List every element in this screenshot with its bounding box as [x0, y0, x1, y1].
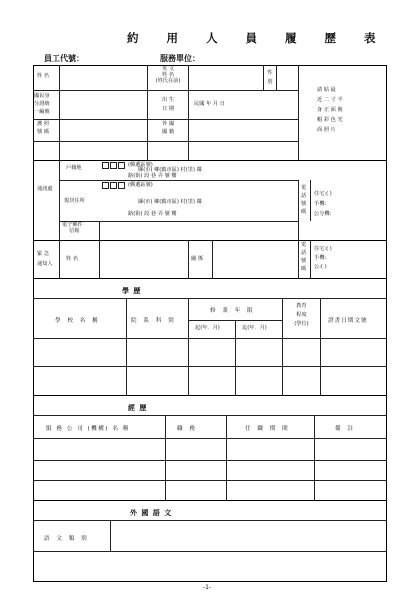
current-address-line-2[interactable]: 路(街) 段 巷 弄 號 樓 — [128, 211, 177, 217]
language-category-label: 語 文 類 別 — [44, 536, 90, 542]
birth-date-value[interactable]: 民國 年 月 日 — [194, 101, 225, 107]
phone-label-2: 話 — [301, 192, 307, 199]
current-postal-box-1[interactable] — [102, 182, 109, 189]
education-to-header: 迄(年．月) — [242, 325, 267, 331]
nationality-field[interactable] — [189, 120, 297, 140]
language-extra-row[interactable] — [34, 552, 386, 581]
photo-note-1: 請 貼 最 — [317, 87, 336, 93]
passport-label-2: 號 碼 — [37, 128, 50, 135]
phone-office[interactable]: 公分機: — [314, 211, 332, 217]
photo-note-2: 近 二 寸 半 — [317, 96, 343, 103]
education-period-header: 修 業 年 限 — [210, 308, 256, 314]
registered-address-line-2[interactable]: 路(街) 段 巷 弄 號 樓 — [128, 173, 177, 179]
passport-field[interactable] — [60, 120, 146, 140]
experience-row-1[interactable] — [34, 439, 386, 459]
emergency-label-2: 通知人 — [37, 260, 53, 267]
english-name-field[interactable] — [189, 66, 262, 89]
registered-address-line-1[interactable]: 縣(市) 鄉(鎮市區) 村(里) 鄰 — [138, 167, 202, 173]
gender-label-2: 別 — [267, 78, 273, 85]
current-postal-box-2[interactable] — [110, 182, 117, 189]
emergency-label-1: 緊 急 — [37, 251, 50, 257]
current-postal-label: (郵遞區號) — [128, 182, 153, 188]
service-unit-label: 服務單位： — [160, 54, 200, 63]
experience-title: 經 歷 — [128, 404, 148, 412]
experience-period-header: 任 職 期 間 — [245, 426, 291, 432]
photo-note-3: 身 正 面 脫 — [317, 106, 343, 113]
education-degree-header-2: 程度 — [296, 311, 307, 318]
gender-field[interactable] — [277, 66, 297, 89]
registered-postal-box-2[interactable] — [110, 162, 117, 169]
photo-note-5: 面 照 片 — [317, 126, 336, 133]
id-number-field[interactable] — [60, 91, 146, 118]
id-number-label-1: 國民身 — [34, 93, 50, 99]
form-title: 約 用 人 員 履 歷 表 — [127, 31, 388, 45]
employee-id-label: 員工代號： — [44, 54, 84, 63]
education-school-header: 學 校 名 稱 — [55, 318, 101, 324]
english-name-label-2: 姓 名 — [161, 71, 175, 78]
emergency-relation-field[interactable] — [213, 241, 297, 277]
id-number-label-3: 一編號 — [34, 108, 50, 115]
photo-area[interactable] — [303, 88, 383, 156]
registered-postal-box-1[interactable] — [102, 162, 109, 169]
education-cert-header: 證書日期文號 — [328, 318, 368, 324]
registered-postal-label: (郵遞區號) — [128, 162, 153, 168]
registered-postal-box-3[interactable] — [118, 162, 125, 169]
emergency-relation-label: 關 係 — [191, 256, 204, 262]
emergency-phone-label-3: 號 — [301, 257, 307, 264]
phone-home[interactable]: 住宅:( ) — [314, 191, 332, 197]
emergency-phone-home[interactable]: 住宅:( ) — [314, 246, 332, 252]
nationality-label-2: 國 籍 — [161, 128, 175, 135]
emergency-phone-office[interactable]: 公:( ) — [314, 264, 327, 270]
english-name-label-1: 英 文 — [161, 66, 175, 72]
nationality-label-1: 外 國 — [161, 121, 175, 127]
address-section-label: 通訊處 — [37, 186, 53, 192]
emergency-name-field[interactable] — [100, 241, 187, 277]
language-field[interactable] — [111, 521, 386, 550]
birth-label-2: 日 期 — [161, 105, 175, 112]
page-number: -1- — [203, 584, 212, 591]
id-number-label-2: 分證統 — [34, 100, 50, 107]
education-row-1[interactable] — [34, 339, 386, 365]
email-field[interactable] — [100, 222, 297, 239]
name-label: 姓 名 — [37, 73, 50, 79]
language-title: 外 國 語 文 — [130, 509, 173, 517]
emergency-name-label: 姓 名 — [66, 256, 79, 262]
experience-company-header: 服 務 公 司 (機構) 名 稱 — [46, 426, 130, 432]
experience-note-header: 備 註 — [335, 426, 356, 432]
education-degree-header-1: 教育 — [296, 303, 307, 309]
email-label-1: 電子郵件 — [62, 222, 83, 228]
emergency-phone-label-4: 碼 — [301, 265, 307, 272]
education-from-header: 起(年．月) — [195, 325, 220, 331]
current-postal-box-3[interactable] — [118, 182, 125, 189]
emergency-phone-label-1: 電 — [301, 242, 307, 248]
current-address-label: 現居住所 — [64, 198, 85, 204]
gender-label-1: 性 — [267, 70, 273, 76]
photo-note-4: 帽 彩 色 光 — [317, 116, 343, 123]
phone-label-3: 號 — [301, 200, 307, 207]
passport-label-1: 護 照 — [37, 121, 50, 127]
phone-mobile[interactable]: 手機: — [314, 201, 327, 207]
emergency-phone-label-2: 話 — [301, 249, 307, 256]
experience-row-2[interactable] — [34, 461, 386, 479]
name-field[interactable] — [60, 66, 146, 89]
emergency-phone-mobile[interactable]: 手機: — [314, 255, 327, 261]
education-title: 學 歷 — [122, 287, 142, 295]
birth-label-1: 出 生 — [161, 97, 175, 103]
registered-address-label: 戶籍地 — [66, 165, 82, 171]
experience-row-3[interactable] — [34, 481, 386, 499]
english-name-label-3: (姓氏在前) — [155, 77, 181, 84]
education-degree-header-3: (學位) — [294, 320, 309, 327]
education-row-2[interactable] — [34, 367, 386, 394]
education-dept-header: 院 系 科 別 — [131, 318, 177, 324]
experience-position-header: 職 務 — [177, 426, 198, 432]
phone-label-1: 電 — [301, 185, 307, 191]
current-address-line-1[interactable]: 縣(市) 鄉(鎮市區) 村(里) 鄰 — [138, 199, 202, 205]
phone-label-4: 碼 — [301, 208, 307, 215]
email-label-2: 信箱 — [69, 227, 80, 234]
